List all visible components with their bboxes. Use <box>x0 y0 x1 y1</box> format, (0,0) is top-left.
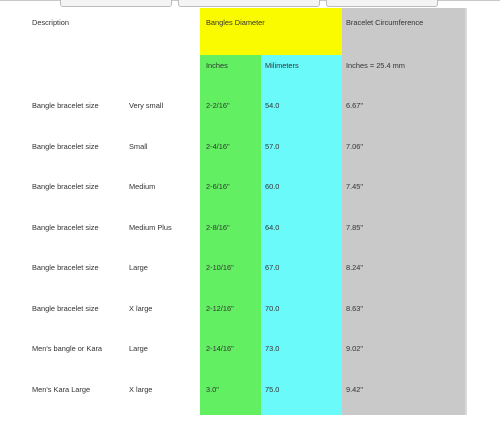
row-inches: 2-10/16" <box>206 263 234 272</box>
row-millimeters: 54.0 <box>265 101 280 110</box>
diameter-header-fill <box>200 8 342 55</box>
row-circumference: 7.85" <box>346 223 364 232</box>
row-description: Bangle bracelet size <box>32 101 99 110</box>
row-inches: 2-14/16" <box>206 344 234 353</box>
header-bangles-diameter: Bangles Diameter <box>206 18 265 27</box>
row-millimeters: 67.0 <box>265 263 280 272</box>
row-inches: 2-6/16" <box>206 182 230 191</box>
row-millimeters: 75.0 <box>265 385 280 394</box>
row-circumference: 7.45" <box>346 182 364 191</box>
row-circumference: 8.24" <box>346 263 364 272</box>
row-inches: 2-8/16" <box>206 223 230 232</box>
top-tab-middle <box>178 0 320 7</box>
row-size: X large <box>129 304 153 313</box>
row-description: Men's bangle or Kara <box>32 344 103 353</box>
row-description: Bangle bracelet size <box>32 223 99 232</box>
row-millimeters: 73.0 <box>265 344 280 353</box>
sheet-edge-shadow <box>465 8 467 415</box>
row-size: Medium Plus <box>129 223 172 232</box>
row-inches: 3.0" <box>206 385 219 394</box>
row-circumference: 9.42" <box>346 385 364 394</box>
subheader-millimeters: Milimeters <box>265 61 299 70</box>
row-inches: 2-2/16" <box>206 101 230 110</box>
row-size: Very small <box>129 101 164 110</box>
row-size: X large <box>129 385 153 394</box>
row-circumference: 6.67" <box>346 101 364 110</box>
row-millimeters: 60.0 <box>265 182 280 191</box>
subheader-conversion: Inches = 25.4 mm <box>346 61 405 70</box>
row-description: Bangle bracelet size <box>32 142 99 151</box>
header-bracelet-circumference: Bracelet Circumference <box>346 18 424 27</box>
row-circumference: 8.63" <box>346 304 364 313</box>
row-circumference: 9.02" <box>346 344 364 353</box>
row-description: Bangle bracelet size <box>32 182 99 191</box>
row-size: Large <box>129 344 148 353</box>
row-description: Men's Kara Large <box>32 385 91 394</box>
row-size: Medium <box>129 182 156 191</box>
row-size: Large <box>129 263 148 272</box>
size-chart-table <box>26 8 465 415</box>
row-millimeters: 64.0 <box>265 223 280 232</box>
row-millimeters: 57.0 <box>265 142 280 151</box>
header-description: Description <box>32 18 69 27</box>
row-description: Bangle bracelet size <box>32 304 99 313</box>
row-inches: 2-12/16" <box>206 304 234 313</box>
row-circumference: 7.06" <box>346 142 364 151</box>
row-description: Bangle bracelet size <box>32 263 99 272</box>
row-millimeters: 70.0 <box>265 304 280 313</box>
row-inches: 2-4/16" <box>206 142 230 151</box>
top-tab-right <box>326 0 438 7</box>
row-size: Small <box>129 142 148 151</box>
subheader-inches: Inches <box>206 61 228 70</box>
top-tab-left <box>60 0 172 7</box>
